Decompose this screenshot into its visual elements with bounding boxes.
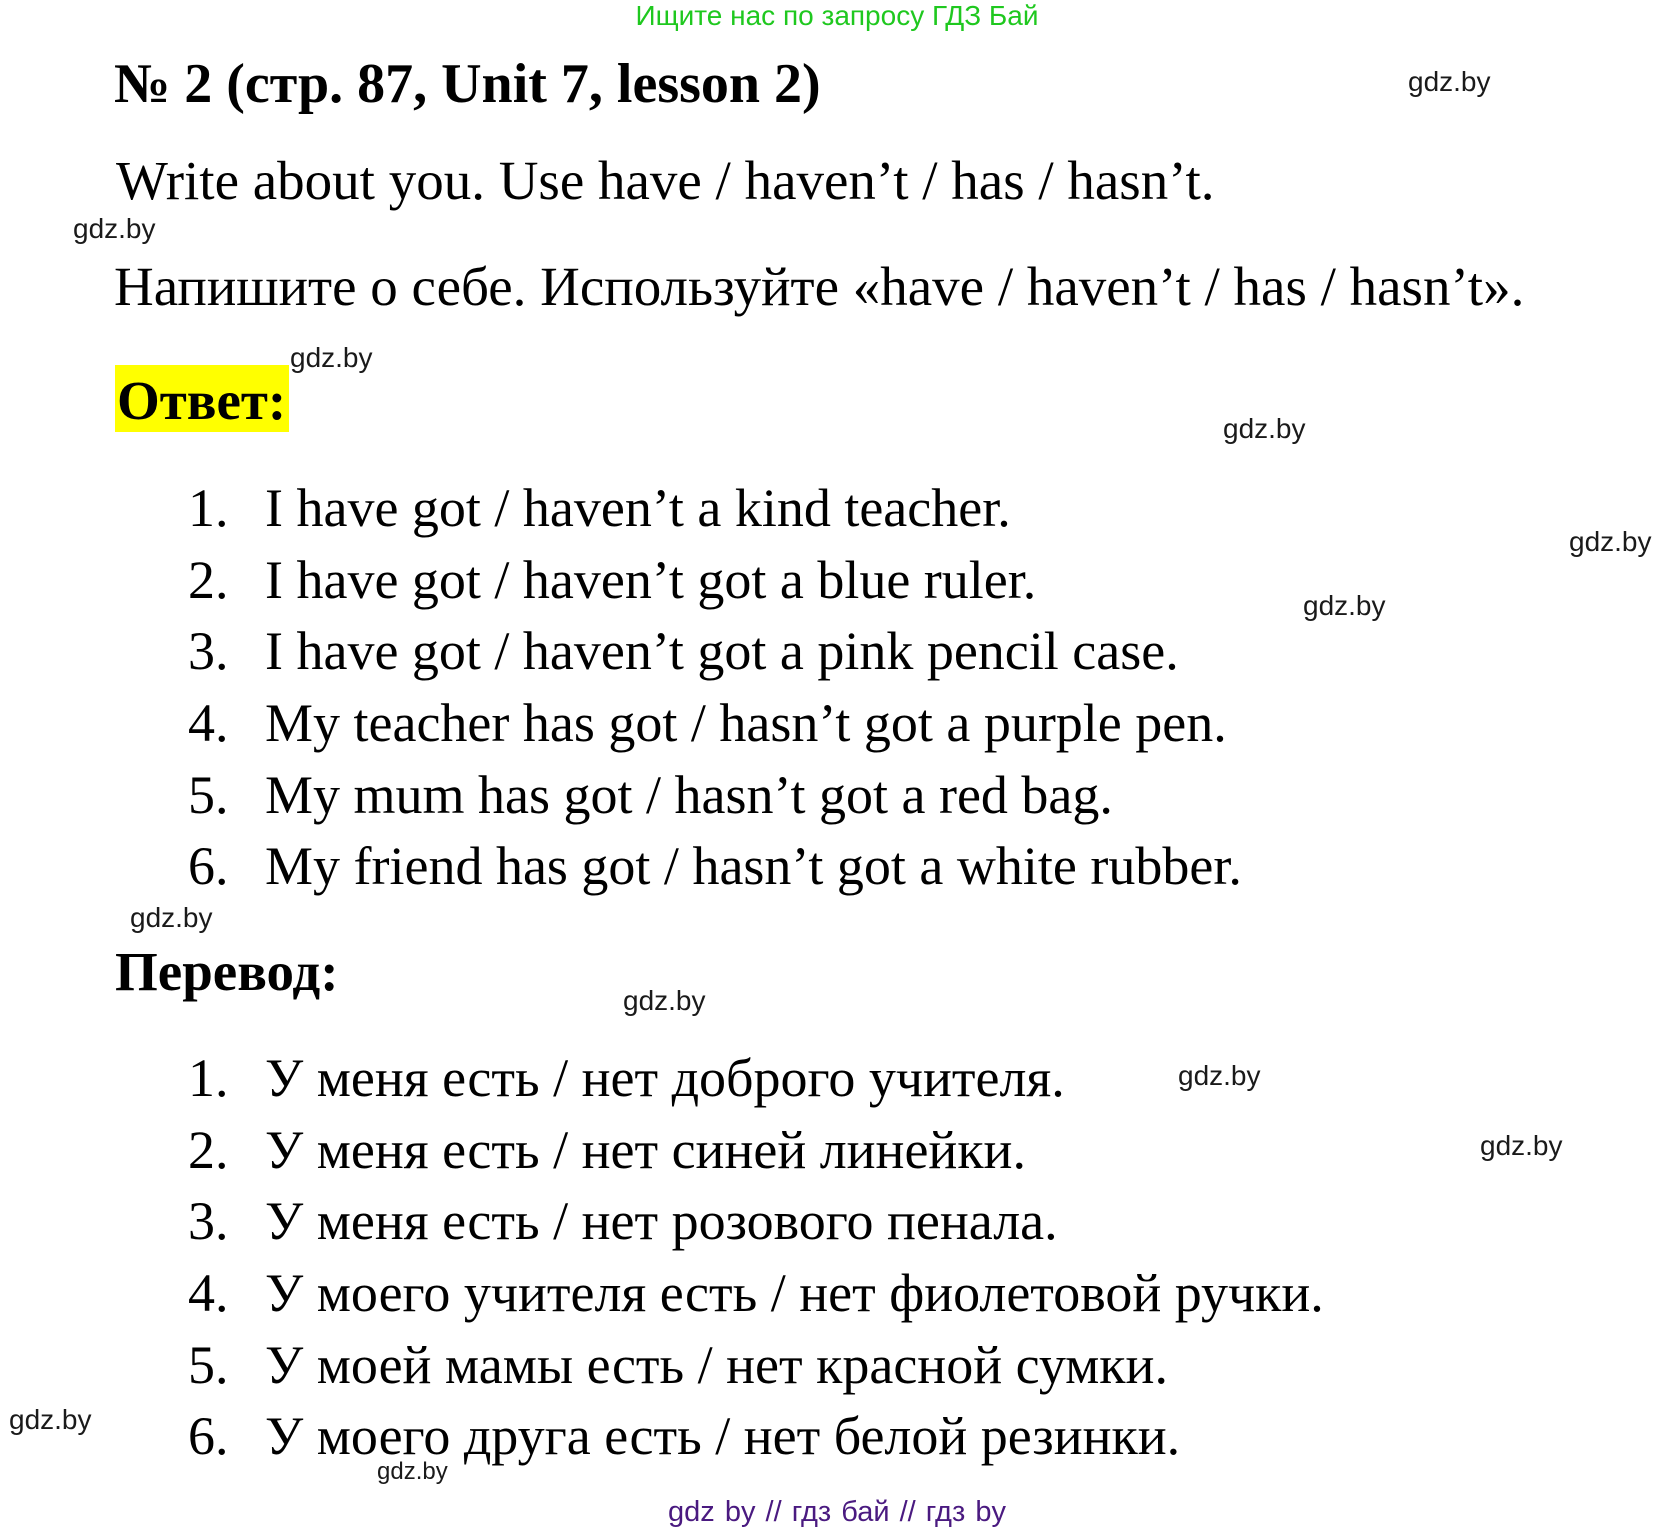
answer-item <box>0 687 1674 759</box>
footer-links: gdz by // гдз бай // гдз by <box>668 1496 1006 1528</box>
answer-item <box>0 472 1674 544</box>
item-number: 6. <box>188 836 229 896</box>
watermark: gdz.by <box>130 902 213 933</box>
item-text: My mum has got / hasn’t got a red bag. <box>265 765 1113 825</box>
answer-heading: Ответ: <box>115 365 289 432</box>
item-text: У моей мамы есть / нет красной сумки. <box>265 1335 1168 1395</box>
translation-item <box>0 1185 1674 1257</box>
watermark: gdz.by <box>1223 413 1306 444</box>
item-text: My friend has got / hasn’t got a white rubber. <box>265 836 1242 896</box>
watermark: gdz.by <box>377 1458 448 1485</box>
item-number: 4. <box>188 1263 229 1323</box>
item-text: У меня есть / нет розового пенала. <box>265 1191 1058 1251</box>
item-number: 1. <box>188 1048 229 1108</box>
item-number: 5. <box>188 1335 229 1395</box>
translation-heading: Перевод: <box>115 941 339 1002</box>
item-number: 2. <box>188 550 229 610</box>
watermark: gdz.by <box>1480 1130 1563 1161</box>
item-number: 6. <box>188 1406 229 1466</box>
item-text: У моего учителя есть / нет фиолетовой ручки. <box>265 1263 1324 1323</box>
item-number: 5. <box>188 765 229 825</box>
translation-item <box>0 1042 1674 1114</box>
translation-item <box>0 1400 1674 1472</box>
watermark: gdz.by <box>1178 1060 1261 1091</box>
item-number: 3. <box>188 1191 229 1251</box>
item-text: I have got / haven’t got a blue ruler. <box>265 550 1037 610</box>
item-number: 1. <box>188 478 229 538</box>
watermark: gdz.by <box>1303 590 1386 621</box>
item-number: 2. <box>188 1120 229 1180</box>
search-banner: Ищите нас по запросу ГДЗ Бай <box>635 0 1039 31</box>
item-text: I have got / haven’t a kind teacher. <box>265 478 1011 538</box>
watermark: gdz.by <box>1408 66 1491 97</box>
watermark: gdz.by <box>73 213 156 244</box>
answer-item <box>0 615 1674 687</box>
watermark: gdz.by <box>623 985 706 1016</box>
item-number: 3. <box>188 621 229 681</box>
answer-item <box>0 759 1674 831</box>
watermark: gdz.by <box>9 1404 92 1435</box>
translation-item <box>0 1114 1674 1186</box>
item-text: У меня есть / нет доброго учителя. <box>265 1048 1065 1108</box>
translation-item <box>0 1257 1674 1329</box>
instruction-russian: Напишите о себе. Используйте «have / haven’t / has / hasn’t». <box>114 256 1525 317</box>
item-text: У моего друга есть / нет белой резинки. <box>265 1406 1181 1466</box>
instruction-english: Write about you. Use have / haven’t / has / hasn’t. <box>116 150 1215 211</box>
watermark: gdz.by <box>290 342 373 373</box>
item-text: У меня есть / нет синей линейки. <box>265 1120 1026 1180</box>
watermark: gdz.by <box>1569 526 1652 557</box>
answer-item <box>0 544 1674 616</box>
page-title: № 2 (стр. 87, Unit 7, lesson 2) <box>114 53 821 115</box>
item-text: I have got / haven’t got a pink pencil case. <box>265 621 1179 681</box>
item-number: 4. <box>188 693 229 753</box>
translation-item <box>0 1329 1674 1401</box>
answer-item <box>0 830 1674 902</box>
item-text: My teacher has got / hasn’t got a purple pen. <box>265 693 1227 753</box>
